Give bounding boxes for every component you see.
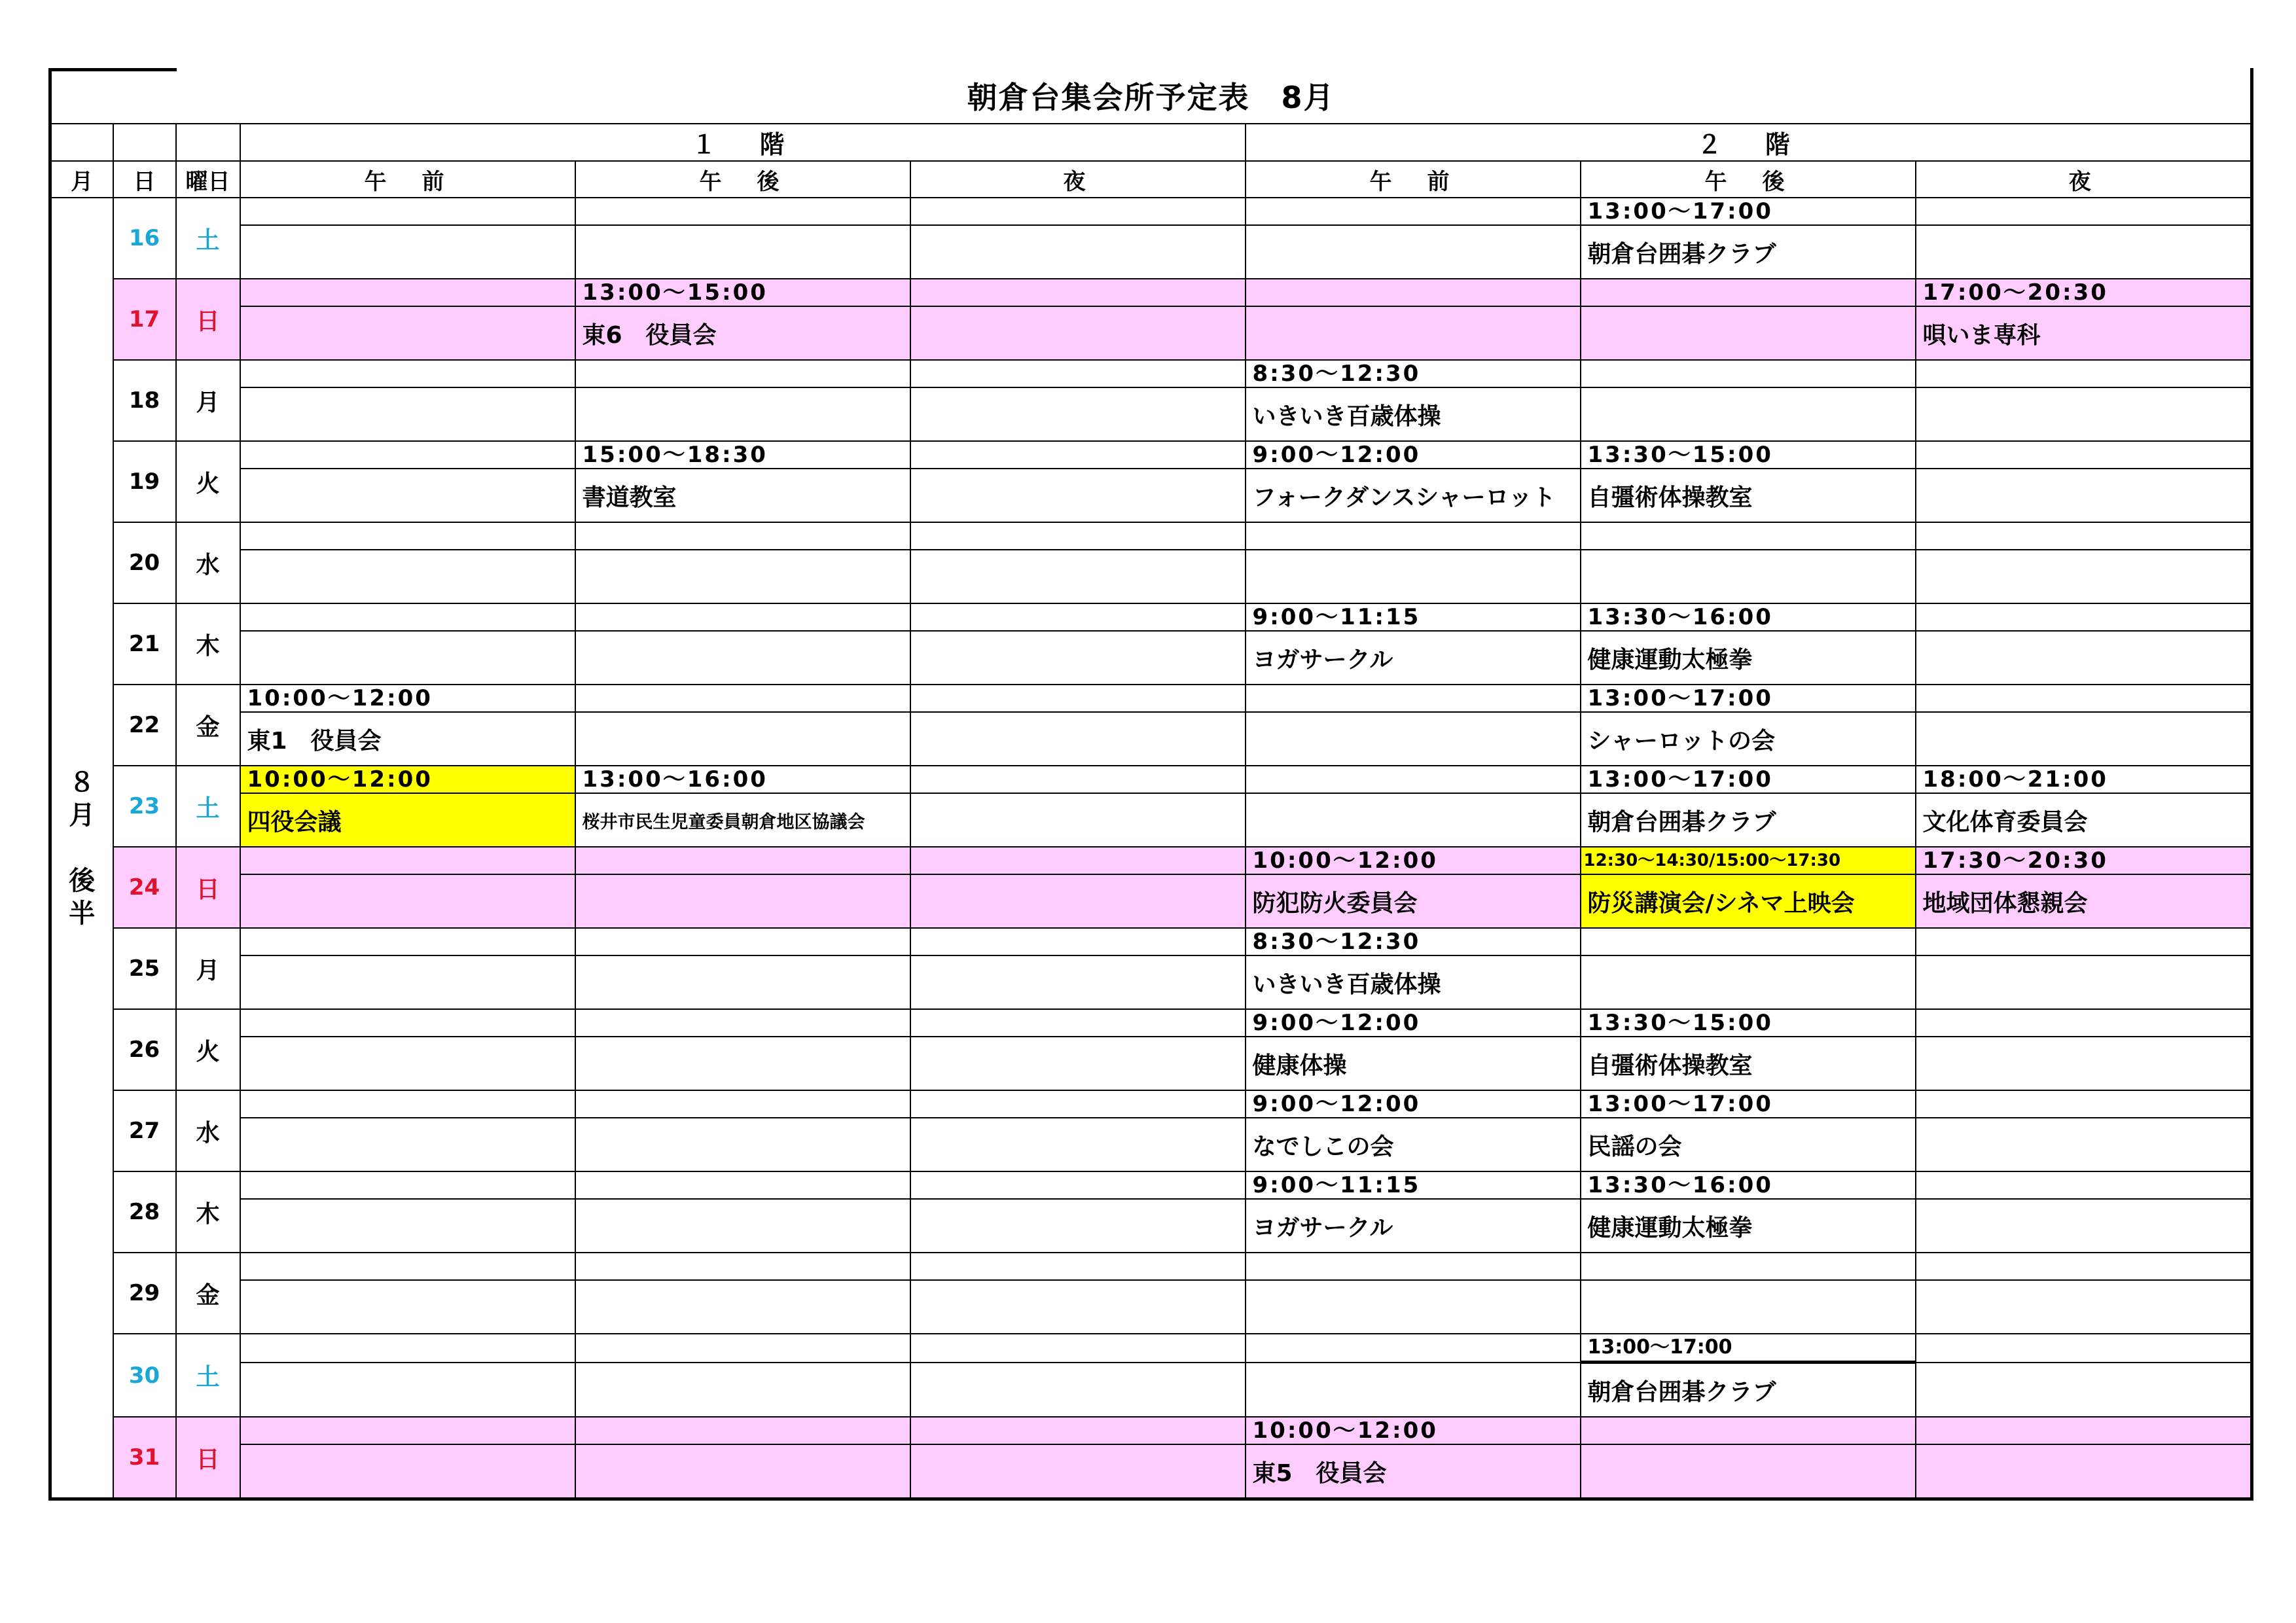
day-number: 24: [113, 847, 176, 928]
slot-event-night1: [910, 955, 1246, 1009]
slot-event-pm2: [1581, 550, 1916, 603]
slot-event-am2: いきいき百歳体操: [1246, 387, 1581, 441]
slot-time-am2: [1246, 522, 1581, 550]
slot-event-am2: フォークダンスシャーロット: [1246, 469, 1581, 522]
slot-time-am1: [240, 1334, 575, 1363]
slot-event-am1: 東1 役員会: [240, 712, 575, 766]
slot-time-am2: [1246, 1334, 1581, 1363]
day-row-activity: [50, 1118, 2252, 1171]
day-row: [50, 198, 2252, 225]
slot-event-pm2: 防災講演会/シネマ上映会: [1581, 874, 1916, 928]
day-row-activity: [50, 955, 2252, 1009]
slot-time-pm2: 13:00～17:00: [1581, 1090, 1916, 1118]
slot-time-pm2: [1581, 1253, 1916, 1280]
slot-time-pm1: [575, 522, 910, 550]
slot-event-night2: [1916, 1444, 2252, 1499]
slot-time-am2: [1246, 766, 1581, 793]
slot-time-pm1: [575, 1171, 910, 1199]
weekday: 日: [176, 279, 240, 360]
slot-event-am2: [1246, 1363, 1581, 1418]
column-1f-night: 夜: [910, 161, 1246, 198]
slot-time-night2: [1916, 1009, 2252, 1037]
weekday: 月: [176, 360, 240, 441]
slot-time-am1: [240, 522, 575, 550]
slot-event-am1: [240, 631, 575, 685]
day-number: 20: [113, 522, 176, 603]
slot-event-pm1: [575, 1363, 910, 1418]
weekday: 水: [176, 522, 240, 603]
slot-event-am2: なでしこの会: [1246, 1118, 1581, 1171]
slot-event-night1: [910, 1280, 1246, 1334]
blank-cell: [113, 124, 176, 161]
slot-time-am2: [1246, 198, 1581, 225]
slot-time-am1: [240, 1090, 575, 1118]
slot-time-night2: [1916, 360, 2252, 387]
slot-event-pm2: 民謡の会: [1581, 1118, 1916, 1171]
day-number: 22: [113, 685, 176, 766]
slot-time-pm1: 15:00～18:30: [575, 441, 910, 469]
day-number: 29: [113, 1253, 176, 1334]
day-number: 28: [113, 1171, 176, 1253]
slot-event-pm2: 自彊術体操教室: [1581, 469, 1916, 522]
slot-event-night2: [1916, 387, 2252, 441]
slot-time-night1: [910, 1009, 1246, 1037]
slot-event-pm1: [575, 1444, 910, 1499]
slot-event-am1: [240, 1444, 575, 1499]
slot-event-pm2: [1581, 1280, 1916, 1334]
slot-event-night1: [910, 1363, 1246, 1418]
slot-event-pm2: [1581, 306, 1916, 360]
day-number: 26: [113, 1009, 176, 1090]
page-title: 朝倉台集会所予定表 8月: [50, 68, 2252, 124]
slot-event-pm1: 桜井市民生児童委員朝倉地区協議会: [575, 793, 910, 847]
slot-time-am2: 9:00～11:15: [1246, 603, 1581, 631]
slot-time-am2: 8:30～12:30: [1246, 360, 1581, 387]
slot-time-am2: 10:00～12:00: [1246, 847, 1581, 874]
weekday: 水: [176, 1090, 240, 1171]
slot-event-night1: [910, 225, 1246, 279]
slot-time-am1: [240, 198, 575, 225]
slot-time-night2: [1916, 928, 2252, 955]
day-number: 23: [113, 766, 176, 847]
slot-event-night2: 唄いま専科: [1916, 306, 2252, 360]
slot-time-am2: 9:00～12:00: [1246, 441, 1581, 469]
day-number: 16: [113, 198, 176, 279]
slot-event-am2: [1246, 225, 1581, 279]
day-row-activity: [50, 469, 2252, 522]
slot-time-pm2: 12:30～14:30/15:00～17:30: [1581, 847, 1916, 874]
slot-event-pm1: [575, 874, 910, 928]
slot-event-night1: [910, 1444, 1246, 1499]
slot-time-night1: [910, 1417, 1246, 1444]
slot-time-pm2: 13:30～16:00: [1581, 603, 1916, 631]
weekday: 日: [176, 847, 240, 928]
day-row: [50, 1171, 2252, 1199]
period-label-char: ８: [69, 767, 96, 798]
weekday: 土: [176, 766, 240, 847]
slot-time-night2: [1916, 603, 2252, 631]
day-number: 17: [113, 279, 176, 360]
slot-event-am1: [240, 306, 575, 360]
slot-event-am1: [240, 387, 575, 441]
weekday: 金: [176, 685, 240, 766]
slot-event-am2: 防犯防火委員会: [1246, 874, 1581, 928]
day-row-activity: [50, 1199, 2252, 1253]
slot-event-night1: [910, 793, 1246, 847]
weekday: 火: [176, 441, 240, 522]
slot-time-pm1: [575, 1417, 910, 1444]
slot-time-night1: [910, 1090, 1246, 1118]
slot-time-pm2: 13:00～17:00: [1581, 685, 1916, 712]
day-row: [50, 1090, 2252, 1118]
slot-event-night2: [1916, 1363, 2252, 1418]
slot-time-am2: 9:00～11:15: [1246, 1171, 1581, 1199]
day-row: [50, 1009, 2252, 1037]
slot-event-pm1: [575, 550, 910, 603]
day-row: [50, 928, 2252, 955]
slot-event-am2: [1246, 306, 1581, 360]
slot-time-night2: [1916, 1253, 2252, 1280]
floor-1-header: １ 階: [240, 124, 1246, 161]
slot-time-night1: [910, 198, 1246, 225]
slot-time-pm1: [575, 928, 910, 955]
weekday: 金: [176, 1253, 240, 1334]
slot-time-am1: [240, 1253, 575, 1280]
day-number: 21: [113, 603, 176, 685]
slot-time-pm1: 13:00～15:00: [575, 279, 910, 306]
slot-time-night1: [910, 441, 1246, 469]
slot-time-am1: [240, 279, 575, 306]
slot-event-am1: [240, 1363, 575, 1418]
slot-time-am2: 8:30～12:30: [1246, 928, 1581, 955]
slot-event-night1: [910, 387, 1246, 441]
day-row: [50, 847, 2252, 874]
column-1f-afternoon: 午 後: [575, 161, 910, 198]
slot-time-pm2: [1581, 360, 1916, 387]
slot-time-night2: [1916, 685, 2252, 712]
column-weekday: 曜日: [176, 161, 240, 198]
slot-time-night1: [910, 1253, 1246, 1280]
slot-time-am2: [1246, 1253, 1581, 1280]
weekday: 木: [176, 1171, 240, 1253]
slot-event-am1: [240, 550, 575, 603]
slot-event-pm2: [1581, 955, 1916, 1009]
slot-event-pm1: [575, 1199, 910, 1253]
slot-time-night1: [910, 603, 1246, 631]
slot-time-am1: [240, 1009, 575, 1037]
slot-time-night2: [1916, 522, 2252, 550]
slot-event-am2: [1246, 550, 1581, 603]
weekday: 土: [176, 1334, 240, 1417]
slot-event-am2: [1246, 1280, 1581, 1334]
slot-event-night1: [910, 550, 1246, 603]
period-label-char: 後: [69, 865, 96, 896]
slot-time-pm1: [575, 685, 910, 712]
slot-event-night1: [910, 1199, 1246, 1253]
slot-time-night2: 17:00～20:30: [1916, 279, 2252, 306]
slot-event-night1: [910, 1118, 1246, 1171]
slot-event-pm1: [575, 225, 910, 279]
day-row-activity: [50, 874, 2252, 928]
day-row: [50, 522, 2252, 550]
slot-event-pm2: [1581, 1444, 1916, 1499]
slot-event-pm1: [575, 631, 910, 685]
slot-event-night1: [910, 306, 1246, 360]
slot-time-night1: [910, 847, 1246, 874]
slot-event-night2: 地域団体懇親会: [1916, 874, 2252, 928]
slot-time-night1: [910, 1171, 1246, 1199]
slot-event-pm2: 自彊術体操教室: [1581, 1037, 1916, 1090]
slot-time-am1: [240, 603, 575, 631]
slot-time-night1: [910, 766, 1246, 793]
slot-time-night2: 18:00～21:00: [1916, 766, 2252, 793]
day-row-activity: [50, 1280, 2252, 1334]
day-row-activity: [50, 550, 2252, 603]
slot-event-am2: [1246, 712, 1581, 766]
slot-time-pm2: [1581, 522, 1916, 550]
day-number: 31: [113, 1417, 176, 1499]
day-row: [50, 1253, 2252, 1280]
day-row: [50, 1417, 2252, 1444]
day-row-activity: [50, 306, 2252, 360]
weekday: 火: [176, 1009, 240, 1090]
slot-time-am2: 10:00～12:00: [1246, 1417, 1581, 1444]
slot-event-am1: [240, 225, 575, 279]
slot-event-am2: 健康体操: [1246, 1037, 1581, 1090]
slot-time-night1: [910, 685, 1246, 712]
slot-event-night1: [910, 874, 1246, 928]
slot-event-night2: [1916, 955, 2252, 1009]
blank-cell: [50, 124, 113, 161]
slot-time-night2: 17:30～20:30: [1916, 847, 2252, 874]
slot-time-pm1: [575, 1253, 910, 1280]
slot-time-am1: [240, 1171, 575, 1199]
day-row: [50, 603, 2252, 631]
day-number: 30: [113, 1334, 176, 1417]
slot-time-night2: [1916, 198, 2252, 225]
slot-time-pm1: 13:00～16:00: [575, 766, 910, 793]
slot-event-pm1: [575, 955, 910, 1009]
slot-event-pm1: [575, 387, 910, 441]
slot-time-pm2: 13:30～15:00: [1581, 441, 1916, 469]
slot-time-am2: [1246, 685, 1581, 712]
slot-event-pm2: 朝倉台囲碁クラブ: [1581, 225, 1916, 279]
slot-time-pm2: 13:00～17:00: [1581, 198, 1916, 225]
slot-time-night1: [910, 279, 1246, 306]
slot-event-pm2: 朝倉台囲碁クラブ: [1581, 1363, 1916, 1418]
day-row-activity: [50, 1363, 2252, 1418]
slot-event-night2: [1916, 1280, 2252, 1334]
blank-cell: [176, 124, 240, 161]
day-row-activity: [50, 793, 2252, 847]
slot-event-am2: いきいき百歳体操: [1246, 955, 1581, 1009]
slot-time-pm1: [575, 847, 910, 874]
slot-event-am2: [1246, 793, 1581, 847]
slot-event-pm1: [575, 712, 910, 766]
slot-event-am1: 四役会議: [240, 793, 575, 847]
slot-time-night2: [1916, 1171, 2252, 1199]
slot-time-am1: 10:00～12:00: [240, 766, 575, 793]
period-label-char: 月: [69, 800, 96, 830]
slot-event-am2: ヨガサークル: [1246, 1199, 1581, 1253]
slot-event-am1: [240, 1037, 575, 1090]
slot-time-pm2: 13:30～16:00: [1581, 1171, 1916, 1199]
slot-time-am1: [240, 847, 575, 874]
slot-event-night1: [910, 1037, 1246, 1090]
schedule-sheet: [48, 68, 2250, 1501]
slot-time-pm1: [575, 360, 910, 387]
month-period-cell: [50, 198, 113, 1499]
column-2f-afternoon: 午 後: [1581, 161, 1916, 198]
slot-event-pm1: 東6 役員会: [575, 306, 910, 360]
slot-event-am2: 東5 役員会: [1246, 1444, 1581, 1499]
slot-time-pm2: 13:00～17:00: [1581, 1334, 1916, 1363]
day-row-activity: [50, 225, 2252, 279]
weekday: 木: [176, 603, 240, 685]
slot-event-am1: [240, 874, 575, 928]
day-number: 25: [113, 928, 176, 1009]
day-row-activity: [50, 387, 2252, 441]
day-row: [50, 1334, 2252, 1363]
slot-time-am1: [240, 1417, 575, 1444]
slot-time-night2: [1916, 1334, 2252, 1363]
day-row: [50, 360, 2252, 387]
slot-event-night1: [910, 712, 1246, 766]
day-row: [50, 766, 2252, 793]
slot-time-am1: [240, 441, 575, 469]
slot-time-night1: [910, 522, 1246, 550]
slot-time-am2: 9:00～12:00: [1246, 1090, 1581, 1118]
slot-time-am1: [240, 360, 575, 387]
slot-event-pm2: 朝倉台囲碁クラブ: [1581, 793, 1916, 847]
slot-event-night2: [1916, 712, 2252, 766]
slot-event-pm2: [1581, 387, 1916, 441]
day-row: [50, 279, 2252, 306]
slot-event-pm1: [575, 1037, 910, 1090]
schedule-table: [48, 68, 2253, 1501]
slot-event-night2: 文化体育委員会: [1916, 793, 2252, 847]
slot-event-night2: [1916, 550, 2252, 603]
slot-event-pm2: 健康運動太極拳: [1581, 1199, 1916, 1253]
slot-event-night2: [1916, 631, 2252, 685]
slot-event-night2: [1916, 1118, 2252, 1171]
slot-time-night2: [1916, 441, 2252, 469]
slot-event-am1: [240, 1199, 575, 1253]
column-day: 日: [113, 161, 176, 198]
slot-event-night1: [910, 631, 1246, 685]
slot-event-night1: [910, 469, 1246, 522]
slot-time-pm1: [575, 1009, 910, 1037]
slot-time-pm2: [1581, 928, 1916, 955]
slot-event-night2: [1916, 1037, 2252, 1090]
column-month: 月: [50, 161, 113, 198]
slot-time-night2: [1916, 1417, 2252, 1444]
slot-time-night2: [1916, 1090, 2252, 1118]
column-2f-morning: 午 前: [1246, 161, 1581, 198]
slot-event-pm1: 書道教室: [575, 469, 910, 522]
slot-time-pm1: [575, 1334, 910, 1363]
slot-time-am1: 10:00～12:00: [240, 685, 575, 712]
slot-time-am1: [240, 928, 575, 955]
slot-event-am1: [240, 469, 575, 522]
slot-event-am1: [240, 1280, 575, 1334]
slot-time-pm1: [575, 198, 910, 225]
weekday: 土: [176, 198, 240, 279]
slot-event-pm1: [575, 1280, 910, 1334]
slot-time-pm2: [1581, 279, 1916, 306]
slot-event-pm1: [575, 1118, 910, 1171]
slot-event-night2: [1916, 225, 2252, 279]
slot-event-night2: [1916, 469, 2252, 522]
period-label-char: 半: [69, 898, 96, 929]
slot-time-night1: [910, 1334, 1246, 1363]
weekday: 日: [176, 1417, 240, 1499]
slot-time-pm1: [575, 603, 910, 631]
floor-2-header: ２ 階: [1246, 124, 2252, 161]
period-label-char: [58, 832, 106, 865]
weekday: 月: [176, 928, 240, 1009]
day-row-activity: [50, 712, 2252, 766]
slot-event-am2: ヨガサークル: [1246, 631, 1581, 685]
day-number: 18: [113, 360, 176, 441]
day-row-activity: [50, 1444, 2252, 1499]
column-2f-night: 夜: [1916, 161, 2252, 198]
slot-event-night2: [1916, 1199, 2252, 1253]
slot-event-am1: [240, 955, 575, 1009]
slot-event-am1: [240, 1118, 575, 1171]
day-row-activity: [50, 1037, 2252, 1090]
slot-event-pm2: 健康運動太極拳: [1581, 631, 1916, 685]
slot-time-am2: 9:00～12:00: [1246, 1009, 1581, 1037]
column-1f-morning: 午 前: [240, 161, 575, 198]
day-row: [50, 441, 2252, 469]
day-row-activity: [50, 631, 2252, 685]
slot-time-pm2: 13:00～17:00: [1581, 766, 1916, 793]
slot-time-pm2: [1581, 1417, 1916, 1444]
slot-time-pm1: [575, 1090, 910, 1118]
day-number: 27: [113, 1090, 176, 1171]
slot-time-pm2: 13:30～15:00: [1581, 1009, 1916, 1037]
slot-time-night1: [910, 928, 1246, 955]
slot-time-am2: [1246, 279, 1581, 306]
day-number: 19: [113, 441, 176, 522]
slot-event-pm2: シャーロットの会: [1581, 712, 1916, 766]
slot-time-night1: [910, 360, 1246, 387]
day-row: [50, 685, 2252, 712]
